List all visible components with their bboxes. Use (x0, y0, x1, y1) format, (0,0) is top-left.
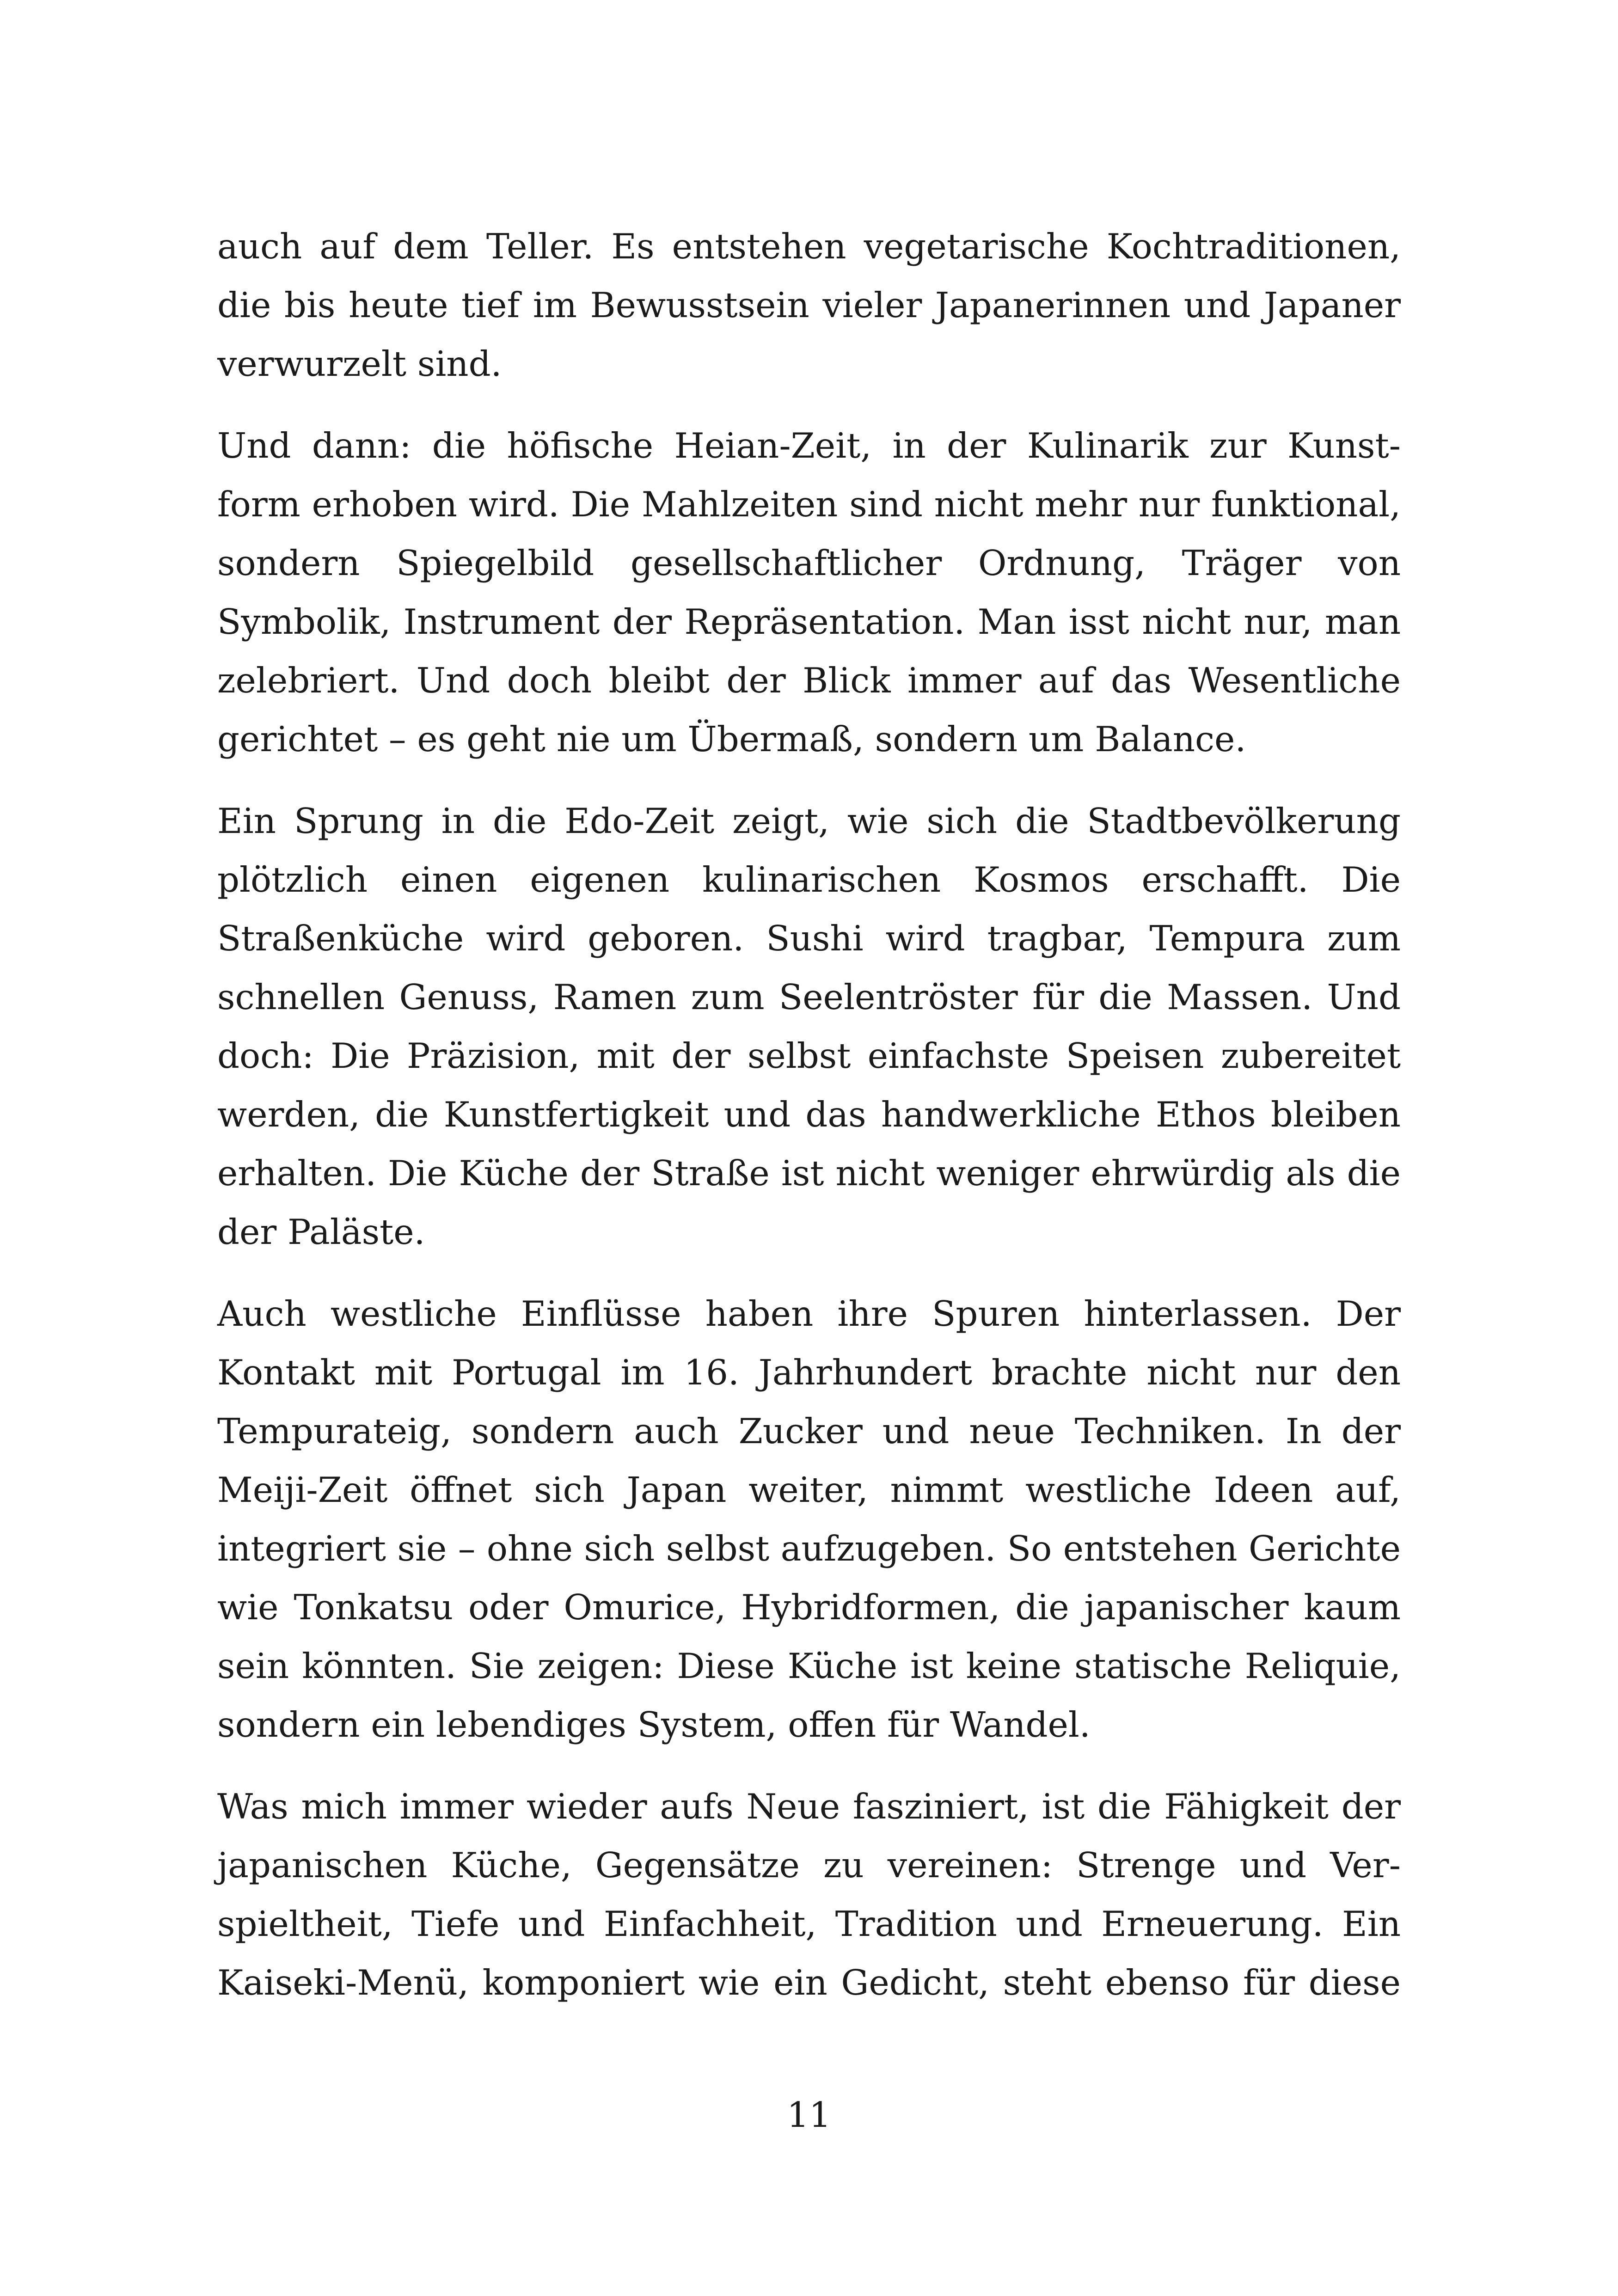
paragraph (217, 416, 1401, 769)
text-line: spieltheit, Tiefe und Einfachheit, Tradition und Erneuerung. Ein (217, 1904, 1401, 1944)
text-line: wie Tonkatsu oder Omurice, Hybridformen, die japanischer kaum (217, 1587, 1401, 1628)
text-line: Ein Sprung in die Edo-Zeit zeigt, wie sich die Stadtbevölkerung (217, 801, 1401, 841)
text-line: sondern Spiegelbild gesellschaftlicher Ordnung, Träger von (217, 543, 1401, 583)
text-line: Symbolik, Instrument der Repräsentation. Man isst nicht nur, man (217, 601, 1401, 642)
text-line: auch auf dem Teller. Es entstehen vegetarische Kochtraditionen, (217, 226, 1401, 267)
body-text (217, 217, 1401, 2035)
text-line: schnellen Genuss, Ramen zum Seelentröster für die Massen. Und (217, 977, 1401, 1017)
paragraph (217, 1285, 1401, 1754)
text-line: zelebriert. Und doch bleibt der Blick immer auf das Wesentliche (217, 660, 1401, 701)
paragraph (217, 217, 1401, 393)
text-line: Tempurateig, sondern auch Zucker und neue Techniken. In der (217, 1411, 1401, 1451)
text-line: Straßenküche wird geboren. Sushi wird tragbar, Tempura zum (217, 918, 1401, 959)
text-line: sein könnten. Sie zeigen: Diese Küche ist keine statische Reliquie, (217, 1646, 1401, 1686)
text-line: sondern ein lebendiges System, offen für Wandel. (217, 1704, 1091, 1745)
text-line: form erhoben wird. Die Mahlzeiten sind nicht mehr nur funktional, (217, 484, 1401, 525)
text-line: werden, die Kunstfertigkeit und das handwerkliche Ethos bleiben (217, 1094, 1401, 1135)
text-line: Was mich immer wieder aufs Neue fasziniert, ist die Fähigkeit der (217, 1786, 1401, 1827)
text-line: gerichtet – es geht nie um Übermaß, sondern um Balance. (217, 719, 1246, 759)
text-line: die bis heute tief im Bewusstsein vieler Japanerinnen und Japaner (217, 285, 1401, 325)
text-line: integriert sie – ohne sich selbst aufzugeben. So entstehen Gerichte (217, 1528, 1401, 1569)
text-line: japanischen Küche, Gegensätze zu vereinen: Strenge und Ver- (217, 1845, 1401, 1886)
text-line: verwurzelt sind. (217, 343, 502, 384)
text-line: doch: Die Präzision, mit der selbst einfachste Speisen zubereitet (217, 1035, 1401, 1076)
text-line: plötzlich einen eigenen kulinarischen Kosmos erschafft. Die (217, 859, 1401, 900)
text-line: Kontakt mit Portugal im 16. Jahrhundert brachte nicht nur den (217, 1352, 1401, 1393)
paragraph (217, 1777, 1401, 2012)
page-number: 11 (787, 2094, 831, 2135)
text-line: der Paläste. (217, 1212, 425, 1252)
text-line: Meiji-Zeit öffnet sich Japan weiter, nimmt westliche Ideen auf, (217, 1469, 1401, 1510)
text-line: Auch westliche Einflüsse haben ihre Spuren hinterlassen. Der (217, 1293, 1401, 1334)
paragraph (217, 792, 1401, 1261)
text-line: erhalten. Die Küche der Straße ist nicht weniger ehrwürdig als die (217, 1153, 1401, 1194)
text-line: Und dann: die höfische Heian-Zeit, in der Kulinarik zur Kunst- (217, 425, 1401, 466)
text-line: Kaiseki-Menü, komponiert wie ein Gedicht, steht ebenso für diese (217, 1962, 1401, 2003)
